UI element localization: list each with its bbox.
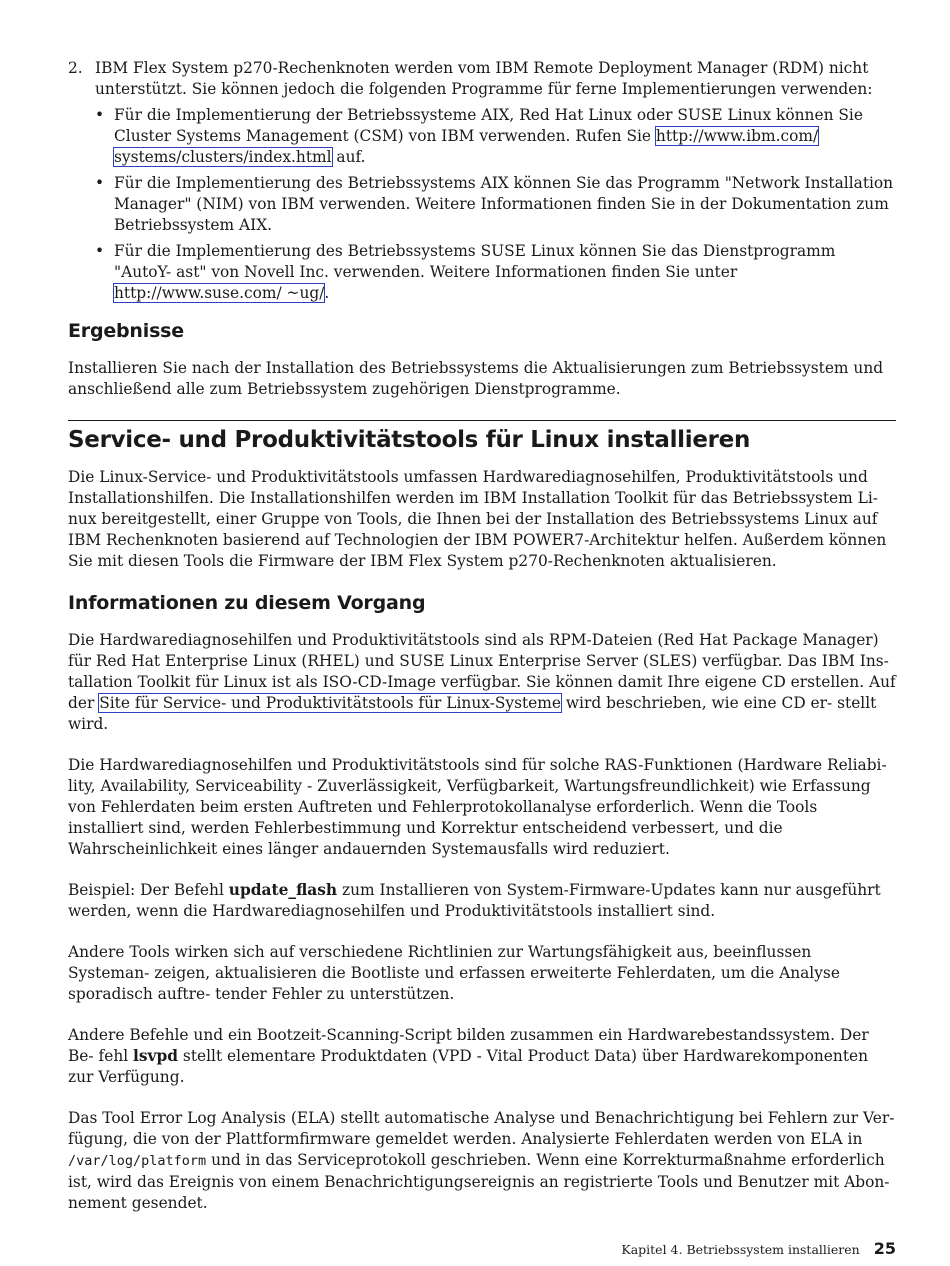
bullet-icon: • bbox=[95, 242, 105, 260]
bullet-text: Für die Implementierung des Betriebssystems SUSE Linux können Sie das Dienstprogramm "AutoY- ast" von Novell Inc. verwenden. Weitere Informationen finden Sie unter bbox=[114, 242, 836, 281]
bullet-text: Für die Implementierung der Betriebssysteme AIX, Red Hat Linux oder SUSE Linux können Sie Cluster Systems Management (CSM) von IBM verwenden. Rufen Sie bbox=[114, 106, 863, 145]
numbered-item-2 bbox=[68, 58, 896, 304]
info-paragraph-4: Andere Tools wirken sich auf verschiedene Richtlinien zur Wartungsfähigkeit aus, beeinflussen Systeman- zeigen, aktualisieren die Bootliste und erfassen erweiterte Fehlerdaten, um die Analyse sporadisch auftre- tender Fehler zu unterstützen. bbox=[68, 943, 840, 1003]
paragraph-text: Die Hardwarediagnosehilfen und Produktivitätstools sind als RPM-Dateien (Red Hat Package Manager) für Red Hat Enterprise Linux (RHEL) und SUSE Linux Enterprise Server (SLES) verfügbar. Das IBM Ins- tallation Toolkit für Linux ist als ISO-CD-Image verfügbar. Sie können damit Ihre eigene CD erstellen. Auf der bbox=[68, 631, 896, 712]
paragraph-text: Andere Befehle und ein Bootzeit-Scanning-Script bilden zusammen ein Hardwarebestandssystem. Der Be- fehl bbox=[68, 1026, 869, 1065]
footer-chapter: Kapitel 4. Betriebssystem installieren bbox=[621, 1242, 860, 1257]
bullet-list bbox=[95, 105, 896, 304]
bullet-icon: • bbox=[95, 106, 105, 124]
paragraph-text-end: und in das Serviceprotokoll geschrieben. Wenn eine Korrekturmaßnahme erforderlich ist, wird das Ereignis von einem Benachrichtigungsereignis an registrierte Tools und Benutzer mit Abon- nement gesendet. bbox=[68, 1151, 890, 1212]
info-paragraph-5 bbox=[68, 1025, 896, 1088]
numbered-item-text: IBM Flex System p270-Rechenknoten werden vom IBM Remote Deployment Manager (RDM) nicht unterstützt. Sie können jedoch die folgenden Programme für ferne Implementierungen verwenden: bbox=[95, 59, 873, 98]
bullet-item-nim bbox=[95, 173, 896, 236]
document-page bbox=[68, 58, 896, 1234]
paragraph-text-end: zum Installieren von System-Firmware-Updates kann nur ausgeführt werden, wenn die Hardwarediagnosehilfen und Produktivitätstools installiert sind. bbox=[68, 881, 881, 920]
ergebnisse-text: Installieren Sie nach der Installation des Betriebssystems die Aktualisierungen zum Betriebssystem und anschließend alle zum Betriebssystem zugehörigen Dienstprogramme. bbox=[68, 359, 884, 398]
linux-tools-site-link[interactable]: Site für Service- und Produktivitätstools für Linux-Systeme bbox=[99, 694, 561, 712]
bullet-item-autoyast bbox=[95, 241, 896, 304]
bullet-text: Für die Implementierung des Betriebssystems AIX können Sie das Programm "Network Installation Manager" (NIM) von IBM verwenden. Weitere Informationen finden Sie in der Dokumentation zum Betriebssystem AIX. bbox=[114, 174, 894, 234]
list-number: 2. bbox=[68, 59, 83, 77]
paragraph-text: Das Tool Error Log Analysis (ELA) stellt automatische Analyse und Benachrichtigung bei Fehlern zur Ver- fügung, die von der Plattformfirmware gemeldet werden. Analysierte Fehlerdaten werden von ELA in bbox=[68, 1109, 895, 1148]
page-footer bbox=[621, 1239, 896, 1258]
bullet-icon: • bbox=[95, 174, 105, 192]
ergebnisse-heading: Ergebnisse bbox=[68, 320, 184, 342]
paragraph-text: Beispiel: Der Befehl bbox=[68, 881, 229, 899]
bullet-item-csm bbox=[95, 105, 896, 168]
suse-link[interactable]: http://www.suse.com/ ~ug/ bbox=[114, 284, 325, 302]
page-number: 25 bbox=[873, 1239, 896, 1258]
info-paragraph-2: Die Hardwarediagnosehilfen und Produktivitätstools sind für solche RAS-Funktionen (Hardware Reliabi- lity, Availability, Serviceability - Zuverlässigkeit, Verfügbarkeit, Wartungsfreundlichkeit) wie Erfassung von Fehlerdaten beim ersten Auftreten und Fehlerprotokollanalyse erforderlich. Wenn die Tools installiert sind, werden Fehlerbestimmung und Korrektur entscheidend verbessert, und die Wahrscheinlichkeit eines länger andauernden Systemausfalls wird reduziert. bbox=[68, 756, 887, 858]
update-flash-command: update_flash bbox=[228, 881, 338, 899]
section-intro: Die Linux-Service- und Produktivitätstools umfassen Hardwarediagnosehilfen, Produktivitätstools und Installationshilfen. Die Installationshilfen werden im IBM Installation Toolkit für das Betriebssystem Li- nux bereitgestellt, einer Gruppe von Tools, die Ihnen bei der Installation des Betriebssystems Linux auf IBM Rechenknoten basierend auf Technologien der IBM POWER7-Architektur helfen. Außerdem können Sie mit diesen Tools die Firmware der IBM Flex System p270-Rechenknoten aktualisieren. bbox=[68, 468, 887, 570]
platform-log-path: /var/log/platform bbox=[68, 1153, 207, 1169]
bullet-text-end: auf. bbox=[331, 148, 366, 166]
section-heading: Service- und Produktivitätstools für Linux installieren bbox=[68, 420, 896, 453]
ibm-clusters-link[interactable]: http://www.ibm.com/ systems/clusters/index.html bbox=[114, 127, 819, 166]
info-paragraph-1 bbox=[68, 630, 896, 735]
info-paragraph-3 bbox=[68, 880, 896, 922]
paragraph-text-end: stellt elementare Produktdaten (VPD - Vital Product Data) über Hardwarekomponenten zur Verfügung. bbox=[68, 1047, 869, 1086]
info-heading: Informationen zu diesem Vorgang bbox=[68, 592, 426, 614]
lsvpd-command: lsvpd bbox=[133, 1047, 179, 1065]
bullet-text-end: . bbox=[324, 284, 330, 302]
info-paragraph-6 bbox=[68, 1108, 896, 1214]
paragraph-text-end: wird beschrieben, wie eine CD er- stellt wird. bbox=[68, 694, 877, 733]
